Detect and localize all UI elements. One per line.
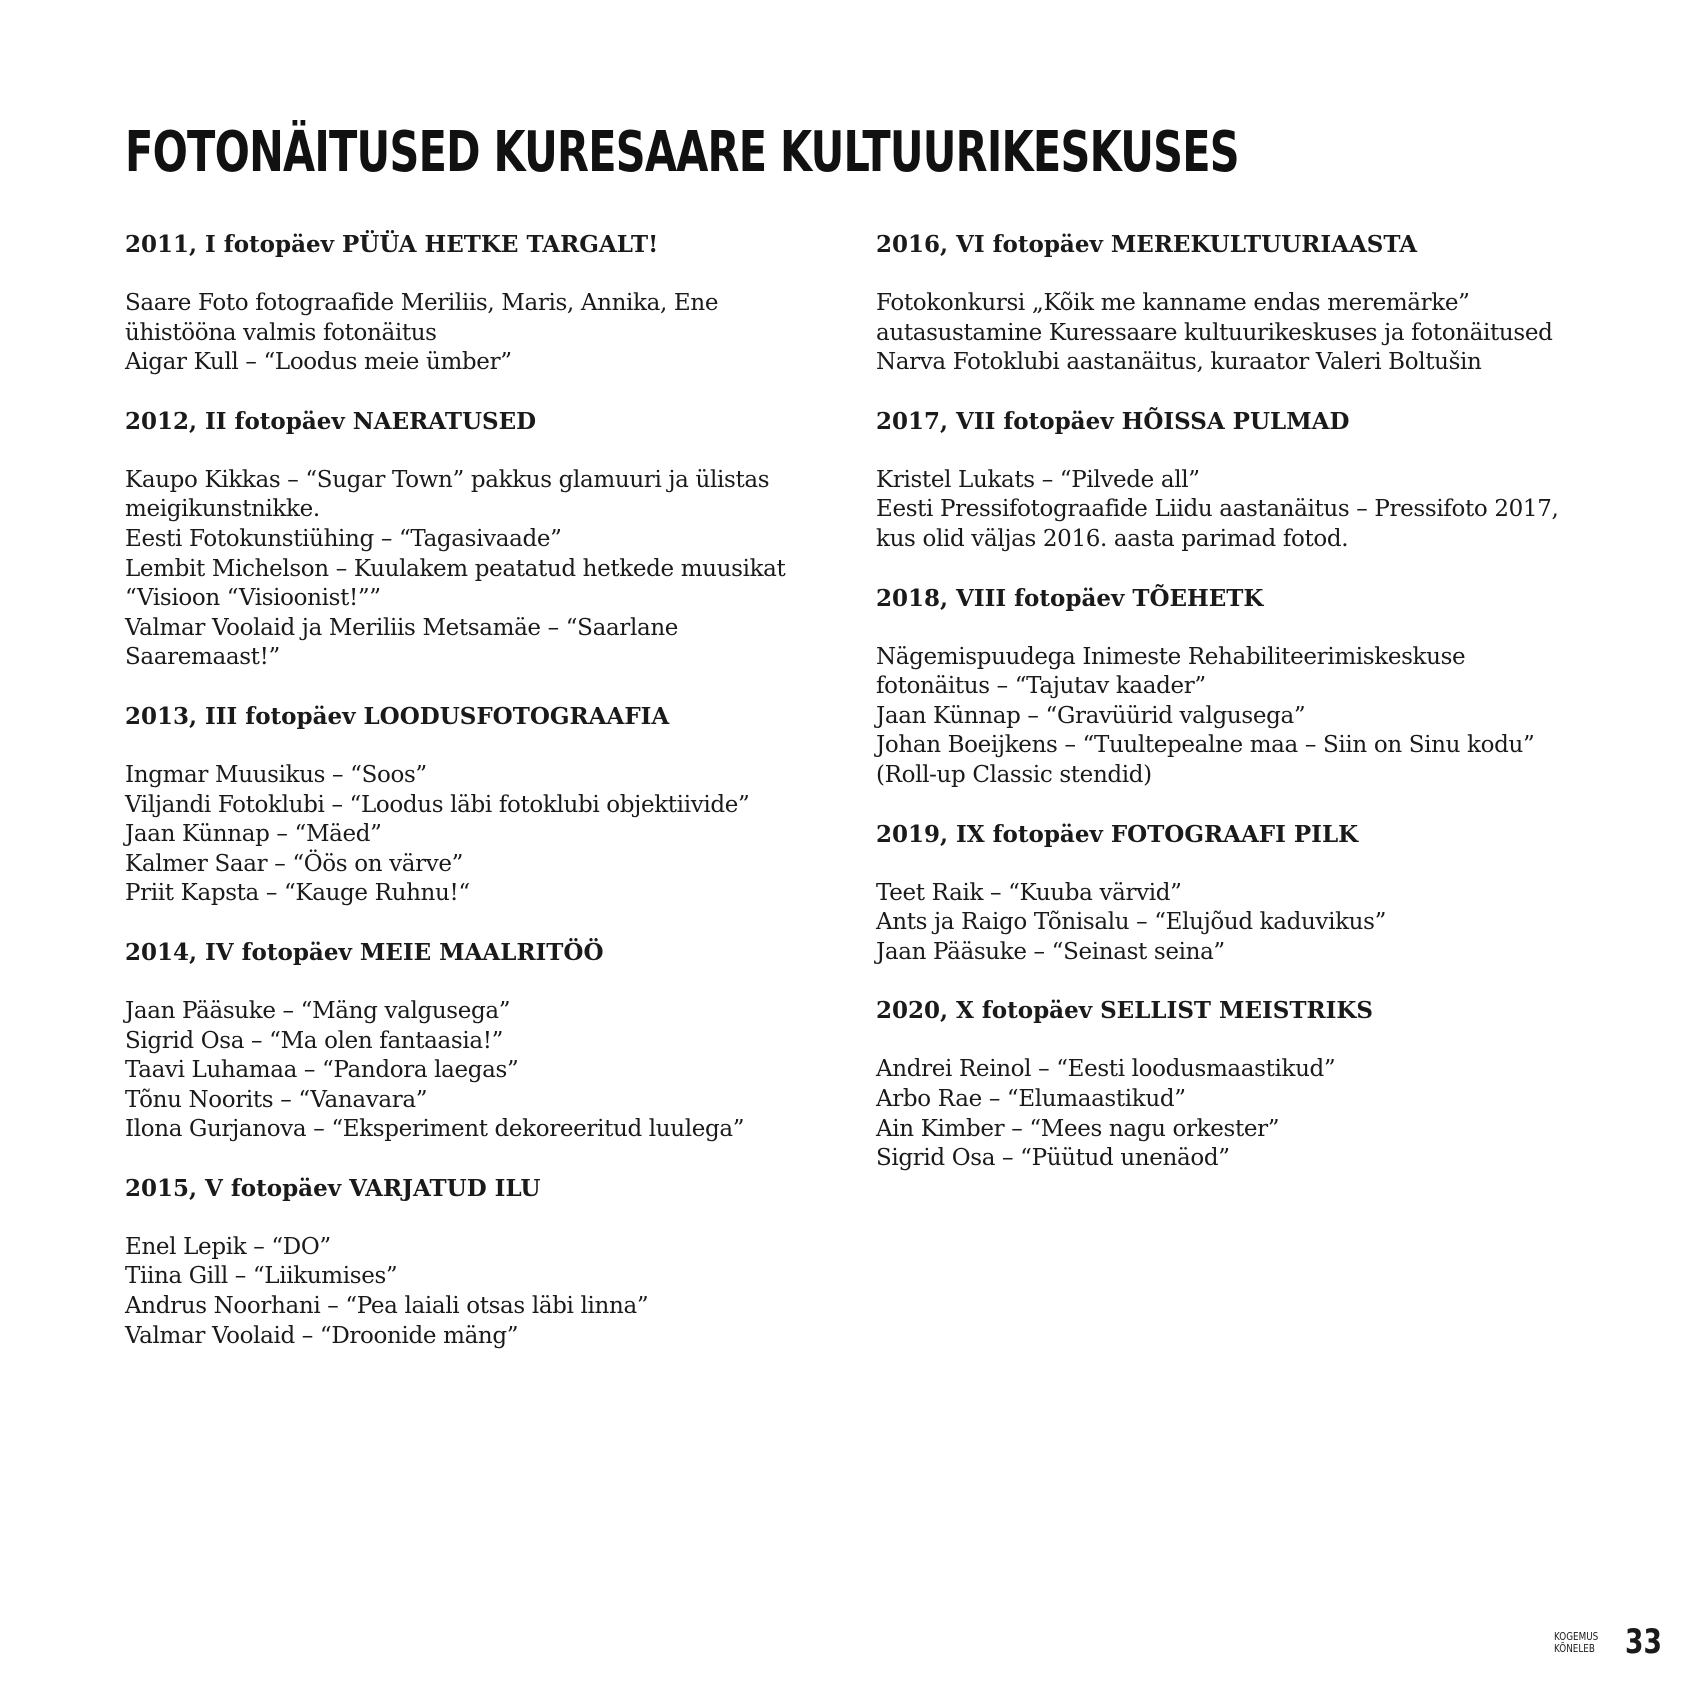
footer-brand-line-1: KOGEMUS: [1554, 1630, 1599, 1643]
section-line: ühistööna valmis fotonäitus: [125, 319, 437, 346]
section-line: Kalmer Saar – “Öös on värve”: [125, 850, 464, 877]
section-line: kus olid väljas 2016. aasta parimad fotod.: [876, 525, 1349, 552]
section-line: Priit Kapsta – “Kauge Ruhnu!“: [125, 880, 470, 907]
section-heading: 2011, I fotopäev PÜÜA HETKE TARGALT!: [125, 231, 659, 258]
section-line: Sigrid Osa – “Püütud unenäod”: [876, 1145, 1230, 1172]
section-heading: 2016, VI fotopäev MEREKULTUURIAASTA: [876, 231, 1418, 258]
exhibition-section: [876, 820, 1656, 968]
section-line: Sigrid Osa – “Ma olen fantaasia!”: [125, 1027, 504, 1054]
section-line: Taavi Luhamaa – “Pandora laegas”: [125, 1057, 519, 1084]
exhibition-section: [125, 938, 845, 1145]
exhibition-section: [876, 230, 1656, 378]
section-line: Teet Raik – “Kuuba värvid”: [876, 879, 1182, 906]
exhibition-section: [876, 407, 1656, 555]
section-line: Tiina Gill – “Liikumises”: [125, 1263, 398, 1290]
right-column: [876, 230, 1656, 1203]
section-line: Viljandi Fotoklubi – “Loodus läbi fotoklubi objektiivide”: [125, 791, 750, 818]
section-line: Nägemispuudega Inimeste Rehabiliteerimiskeskuse: [876, 643, 1466, 670]
page-title: FOTONÄITUSED KURESAARE KULTUURIKESKUSES: [125, 120, 1239, 185]
exhibition-section: [125, 702, 845, 909]
page-number: 33: [1625, 1622, 1662, 1662]
exhibition-section: [125, 407, 845, 673]
section-heading: 2019, IX fotopäev FOTOGRAAFI PILK: [876, 820, 1359, 848]
section-line: Narva Fotoklubi aastanäitus, kuraator Valeri Boltušin: [876, 349, 1482, 376]
section-line: fotonäitus – “Tajutav kaader”: [876, 673, 1206, 700]
section-line: Fotokonkursi „Kõik me kanname endas meremärke”: [876, 290, 1470, 316]
section-line: (Roll-up Classic stendid): [876, 761, 1152, 788]
section-line: Jaan Pääsuke – “Mäng valgusega”: [125, 997, 511, 1024]
section-line: Jaan Pääsuke – “Seinast seina”: [876, 938, 1225, 965]
exhibition-section: [876, 584, 1656, 791]
section-line: Ilona Gurjanova – “Eksperiment dekoreeritud luulega”: [125, 1116, 745, 1143]
section-line: Valmar Voolaid – “Droonide mäng”: [125, 1322, 519, 1349]
section-line: Kaupo Kikkas – “Sugar Town” pakkus glamuuri ja ülistas: [125, 466, 770, 493]
section-line: Eesti Pressifotograafide Liidu aastanäitus – Pressifoto 2017,: [876, 496, 1559, 523]
section-line: Enel Lepik – “DO”: [125, 1233, 331, 1260]
section-line: Valmar Voolaid ja Meriliis Metsamäe – “Saarlane: [125, 614, 679, 641]
section-line: Andrus Noorhani – “Pea laiali otsas läbi linna”: [125, 1293, 649, 1320]
section-line: Saaremaast!”: [125, 644, 280, 671]
section-heading: 2018, VIII fotopäev TÕEHETK: [876, 584, 1264, 612]
section-heading: 2017, VII fotopäev HÕISSA PULMAD: [876, 407, 1350, 435]
left-column: [125, 230, 845, 1380]
section-line: Tõnu Noorits – “Vanavara”: [125, 1086, 428, 1113]
section-line: Saare Foto fotograafide Meriliis, Maris, Annika, Ene: [125, 290, 719, 316]
footer-brand-line-2: KÕNELEB: [1554, 1642, 1595, 1655]
section-line: Arbo Rae – “Elumaastikud”: [876, 1085, 1186, 1112]
section-line: Andrei Reinol – “Eesti loodusmaastikud”: [876, 1056, 1336, 1083]
section-line: Kristel Lukats – “Pilvede all”: [876, 466, 1200, 493]
section-line: Eesti Fotokunstiühing – “Tagasivaade”: [125, 525, 562, 552]
exhibition-section: [125, 230, 845, 378]
section-line: Ingmar Muusikus – “Soos”: [125, 761, 427, 788]
exhibition-section: [125, 1174, 845, 1351]
section-heading: 2014, IV fotopäev MEIE MAALRITÖÖ: [125, 938, 604, 966]
section-line: autasustamine Kuressaare kultuurikeskuses ja fotonäitused: [876, 319, 1553, 346]
section-heading: 2013, III fotopäev LOODUSFOTOGRAAFIA: [125, 702, 670, 730]
exhibition-section: [876, 996, 1656, 1173]
section-line: Jaan Künnap – “Gravüürid valgusega”: [876, 702, 1306, 729]
section-line: Lembit Michelson – Kuulakem peatatud hetkede muusikat: [125, 555, 786, 582]
section-heading: 2020, X fotopäev SELLIST MEISTRIKS: [876, 997, 1373, 1025]
section-line: Aigar Kull – “Loodus meie ümber”: [125, 349, 512, 376]
section-line: Johan Boeijkens – “Tuultepealne maa – Siin on Sinu kodu”: [876, 732, 1535, 759]
section-line: meigikunstnikke.: [125, 496, 320, 523]
section-line: Ain Kimber – “Mees nagu orkester”: [876, 1115, 1280, 1142]
section-line: Ants ja Raigo Tõnisalu – “Elujõud kaduvikus”: [876, 909, 1386, 936]
section-line: Jaan Künnap – “Mäed”: [125, 821, 382, 848]
section-heading: 2015, V fotopäev VARJATUD ILU: [125, 1174, 541, 1202]
section-heading: 2012, II fotopäev NAERATUSED: [125, 407, 537, 435]
section-line: “Visioon “Visioonist!””: [125, 585, 381, 612]
footer-brand: [1554, 1630, 1599, 1655]
